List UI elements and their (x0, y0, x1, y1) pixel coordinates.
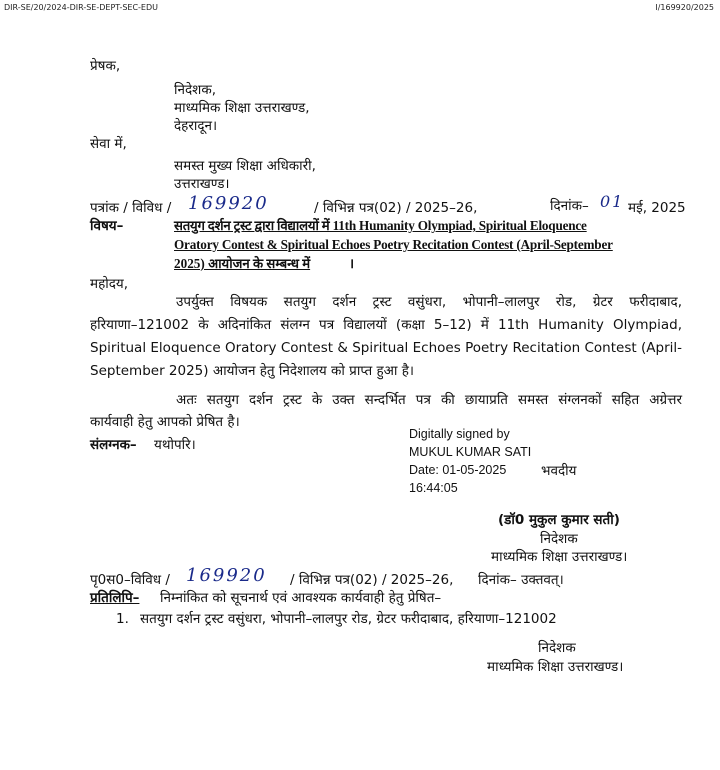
ref-prefix: पत्रांक / विविध / (90, 200, 172, 216)
final-office: माध्यमिक शिक्षा उत्तराखण्ड। (487, 659, 624, 675)
sender-designation: निदेशक, (174, 82, 216, 98)
ref-suffix: / विभिन्न पत्र(02) / 2025–26, (314, 200, 478, 216)
final-designation: निदेशक (538, 640, 576, 656)
ref-date-rest: मई, 2025 (628, 200, 686, 216)
signatory-office: माध्यमिक शिक्षा उत्तराखण्ड। (491, 549, 628, 565)
sender-label: प्रेषक, (90, 58, 121, 74)
closing-yours: भवदीय (541, 463, 577, 479)
para1-line2: हरियाणा–121002 के अदिनांकित संलग्न पत्र विद्यालयों (कक्षा 5–12) में 11th Humanity Olympiad, (90, 317, 682, 333)
sender-city: देहरादून। (174, 118, 218, 134)
copy-ref-suffix: / विभिन्न पत्र(02) / 2025–26, (290, 572, 454, 588)
para2-line2: कार्यवाही हेतु आपको प्रेषित है। (90, 414, 240, 430)
file-number: I/169920/2025 (655, 3, 714, 12)
digital-signature-name: MUKUL KUMAR SATI (409, 445, 532, 459)
para1-line3: Spiritual Eloquence Oratory Contest & Spiritual Echoes Poetry Recitation Contest (April- (90, 340, 682, 356)
subject-end: । (349, 256, 355, 272)
subject-line1: सतयुग दर्शन ट्रस्ट द्वारा विद्यालयों में 11th Humanity Olympiad, Spiritual Eloquence (174, 218, 587, 233)
subject-label: विषय– (90, 218, 124, 234)
subject-line3: 2025) आयोजन के सम्बन्ध में (174, 256, 311, 271)
digital-signature-block (409, 425, 531, 497)
copy-ref-prefix: पृ0स0–विविध / (90, 572, 170, 588)
copy-item1: सतयुग दर्शन ट्रस्ट वसुंधरा, भोपानी–लालपुर रोड, ग्रेटर फरीदाबाद, हरियाणा–121002 (140, 611, 557, 627)
copy-text: निम्नांकित को सूचनार्थ एवं आवश्यक कार्यवाही हेतु प्रेषित– (160, 590, 442, 606)
enclosure-value: यथोपरि। (154, 437, 196, 453)
copy-item1-number: 1. (116, 611, 129, 627)
copy-ref-number-handwritten: 169920 (186, 565, 267, 586)
ref-date-label: दिनांक– (550, 198, 589, 214)
signatory-designation: निदेशक (540, 531, 578, 547)
copy-label: प्रतिलिपि– (90, 590, 140, 606)
recipient-label: सेवा में, (90, 136, 127, 152)
ref-date-day-handwritten: 01 (600, 192, 625, 211)
file-reference: DIR-SE/20/2024-DIR-SE-DEPT-SEC-EDU (4, 3, 159, 12)
digital-signature-time: 16:44:05 (409, 481, 458, 495)
signatory-name: (डॉ0 मुकुल कुमार सती) (498, 512, 620, 528)
recipient-line1: समस्त मुख्य शिक्षा अधिकारी, (174, 158, 316, 174)
enclosure-label: संलग्नक– (90, 437, 137, 453)
ref-number-handwritten: 169920 (188, 193, 269, 214)
digital-signature-line1: Digitally signed by (409, 427, 510, 441)
recipient-line2: उत्तराखण्ड। (174, 176, 230, 192)
para1-line1: उपर्युक्त विषयक सतयुग दर्शन ट्रस्ट वसुंधरा, भोपानी–लालपुर रोड, ग्रेटर फरीदाबाद, (176, 294, 682, 310)
digital-signature-date: Date: 01-05-2025 (409, 463, 507, 477)
para2-line1: अतः सतयुग दर्शन ट्रस्ट के उक्त सन्दर्भित पत्र की छायाप्रति समस्त संग्लनकों सहित अग्रेत्तर (176, 392, 682, 408)
sender-office: माध्यमिक शिक्षा उत्तराखण्ड, (174, 100, 310, 116)
subject-line2: Oratory Contest & Spiritual Echoes Poetry Recitation Contest (April-September (174, 237, 613, 252)
copy-ref-date: दिनांक– उक्तवत्। (478, 572, 564, 588)
salutation: महोदय, (90, 276, 129, 292)
para1-line4: September 2025) आयोजन हेतु निदेशालय को प्राप्त हुआ है। (90, 363, 415, 379)
